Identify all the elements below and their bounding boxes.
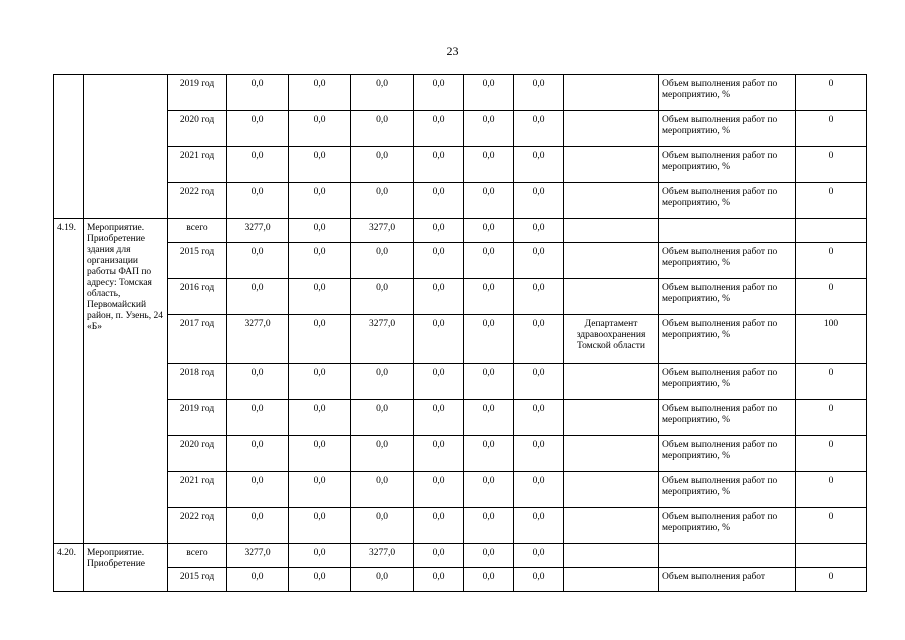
funding-c2-cell: 0,0 — [351, 364, 414, 400]
funding-c4-cell: 0,0 — [464, 147, 514, 183]
activity-number: 4.20. — [54, 544, 84, 592]
funding-c2-cell: 0,0 — [351, 436, 414, 472]
indicator-value-cell: 0 — [796, 436, 867, 472]
funding-c2-cell: 3277,0 — [351, 219, 414, 243]
indicator-value-cell — [796, 544, 867, 568]
year-cell: всего — [168, 544, 227, 568]
funding-c3-cell: 0,0 — [414, 508, 464, 544]
year-cell: 2019 год — [168, 75, 227, 111]
executor-cell — [564, 279, 659, 315]
indicator-value-cell: 0 — [796, 400, 867, 436]
indicator-cell: Объем выполнения работ по мероприятию, % — [659, 183, 796, 219]
executor-cell — [564, 508, 659, 544]
funding-c4-cell: 0,0 — [464, 544, 514, 568]
funding-c2-cell: 0,0 — [351, 279, 414, 315]
funding-total-cell: 0,0 — [227, 364, 289, 400]
funding-c1-cell: 0,0 — [289, 243, 351, 279]
executor-cell — [564, 219, 659, 243]
funding-total-cell: 0,0 — [227, 183, 289, 219]
year-cell: 2020 год — [168, 111, 227, 147]
indicator-value-cell: 0 — [796, 472, 867, 508]
funding-c2-cell: 3277,0 — [351, 315, 414, 364]
funding-c2-cell: 3277,0 — [351, 544, 414, 568]
indicator-cell: Объем выполнения работ по мероприятию, % — [659, 315, 796, 364]
funding-c1-cell: 0,0 — [289, 508, 351, 544]
funding-total-cell: 0,0 — [227, 508, 289, 544]
year-cell: 2022 год — [168, 183, 227, 219]
funding-c5-cell: 0,0 — [514, 147, 564, 183]
indicator-cell: Объем выполнения работ по мероприятию, % — [659, 400, 796, 436]
indicator-value-cell: 0 — [796, 243, 867, 279]
executor-cell — [564, 364, 659, 400]
funding-total-cell: 3277,0 — [227, 219, 289, 243]
table-row — [54, 508, 867, 544]
funding-c3-cell: 0,0 — [414, 219, 464, 243]
funding-total-cell: 3277,0 — [227, 544, 289, 568]
funding-c5-cell: 0,0 — [514, 508, 564, 544]
year-cell: 2018 год — [168, 364, 227, 400]
table-row — [54, 279, 867, 315]
executor-cell — [564, 400, 659, 436]
year-cell: 2022 год — [168, 508, 227, 544]
funding-c1-cell: 0,0 — [289, 400, 351, 436]
table-row — [54, 243, 867, 279]
executor-cell — [564, 147, 659, 183]
funding-c2-cell: 0,0 — [351, 75, 414, 111]
executor-cell — [564, 75, 659, 111]
funding-c5-cell: 0,0 — [514, 183, 564, 219]
year-cell: 2015 год — [168, 568, 227, 592]
funding-c3-cell: 0,0 — [414, 400, 464, 436]
year-cell: 2016 год — [168, 279, 227, 315]
funding-c5-cell: 0,0 — [514, 472, 564, 508]
funding-c1-cell: 0,0 — [289, 219, 351, 243]
funding-c2-cell: 0,0 — [351, 400, 414, 436]
table-row — [54, 219, 867, 243]
funding-c4-cell: 0,0 — [464, 472, 514, 508]
funding-c1-cell: 0,0 — [289, 75, 351, 111]
funding-c5-cell: 0,0 — [514, 75, 564, 111]
indicator-cell: Объем выполнения работ по мероприятию, % — [659, 436, 796, 472]
indicator-cell: Объем выполнения работ по мероприятию, % — [659, 147, 796, 183]
funding-c5-cell: 0,0 — [514, 219, 564, 243]
table-row — [54, 436, 867, 472]
indicator-cell — [659, 219, 796, 243]
executor-cell — [564, 183, 659, 219]
funding-total-cell: 0,0 — [227, 472, 289, 508]
funding-c3-cell: 0,0 — [414, 243, 464, 279]
indicator-cell: Объем выполнения работ по мероприятию, % — [659, 279, 796, 315]
funding-c4-cell: 0,0 — [464, 243, 514, 279]
table-row — [54, 315, 867, 364]
funding-c4-cell: 0,0 — [464, 111, 514, 147]
funding-c3-cell: 0,0 — [414, 436, 464, 472]
table-row — [54, 364, 867, 400]
indicator-value-cell: 0 — [796, 183, 867, 219]
indicator-cell — [659, 544, 796, 568]
indicator-value-cell: 0 — [796, 568, 867, 592]
funding-c3-cell: 0,0 — [414, 183, 464, 219]
funding-c3-cell: 0,0 — [414, 279, 464, 315]
funding-total-cell: 0,0 — [227, 111, 289, 147]
funding-total-cell: 0,0 — [227, 568, 289, 592]
table-row — [54, 183, 867, 219]
funding-c4-cell: 0,0 — [464, 315, 514, 364]
funding-c5-cell: 0,0 — [514, 400, 564, 436]
year-cell: 2021 год — [168, 147, 227, 183]
funding-c2-cell: 0,0 — [351, 508, 414, 544]
indicator-value-cell: 0 — [796, 147, 867, 183]
year-cell: всего — [168, 219, 227, 243]
funding-c4-cell: 0,0 — [464, 508, 514, 544]
activity-name: Мероприятие. Приобретение — [84, 544, 168, 592]
activity-name: Мероприятие. Приобретение здания для организации работы ФАП по адресу: Томская область, Первомайский район, п. Узень, 24 «Б» — [84, 219, 168, 544]
funding-c1-cell: 0,0 — [289, 183, 351, 219]
funding-c5-cell: 0,0 — [514, 436, 564, 472]
funding-c2-cell: 0,0 — [351, 147, 414, 183]
indicator-cell: Объем выполнения работ по мероприятию, % — [659, 111, 796, 147]
funding-c4-cell: 0,0 — [464, 400, 514, 436]
table-row — [54, 472, 867, 508]
funding-c5-cell: 0,0 — [514, 568, 564, 592]
executor-cell — [564, 568, 659, 592]
funding-c1-cell: 0,0 — [289, 436, 351, 472]
funding-c5-cell: 0,0 — [514, 364, 564, 400]
funding-c4-cell: 0,0 — [464, 75, 514, 111]
executor-cell — [564, 436, 659, 472]
funding-total-cell: 3277,0 — [227, 315, 289, 364]
funding-c2-cell: 0,0 — [351, 568, 414, 592]
activity-name — [84, 75, 168, 219]
indicator-value-cell — [796, 219, 867, 243]
funding-c3-cell: 0,0 — [414, 568, 464, 592]
indicator-cell: Объем выполнения работ по мероприятию, % — [659, 75, 796, 111]
funding-c2-cell: 0,0 — [351, 183, 414, 219]
indicator-cell: Объем выполнения работ — [659, 568, 796, 592]
funding-c1-cell: 0,0 — [289, 364, 351, 400]
executor-cell — [564, 544, 659, 568]
funding-c3-cell: 0,0 — [414, 544, 464, 568]
funding-c2-cell: 0,0 — [351, 111, 414, 147]
year-cell: 2020 год — [168, 436, 227, 472]
funding-c5-cell: 0,0 — [514, 544, 564, 568]
funding-c3-cell: 0,0 — [414, 315, 464, 364]
funding-c4-cell: 0,0 — [464, 436, 514, 472]
indicator-value-cell: 0 — [796, 75, 867, 111]
funding-c4-cell: 0,0 — [464, 364, 514, 400]
funding-c5-cell: 0,0 — [514, 279, 564, 315]
funding-c1-cell: 0,0 — [289, 111, 351, 147]
indicator-cell: Объем выполнения работ по мероприятию, % — [659, 472, 796, 508]
activity-number: 4.19. — [54, 219, 84, 544]
funding-c2-cell: 0,0 — [351, 472, 414, 508]
executor-cell — [564, 243, 659, 279]
indicator-value-cell: 100 — [796, 315, 867, 364]
funding-c3-cell: 0,0 — [414, 75, 464, 111]
year-cell: 2021 год — [168, 472, 227, 508]
funding-c1-cell: 0,0 — [289, 279, 351, 315]
funding-c3-cell: 0,0 — [414, 472, 464, 508]
indicator-value-cell: 0 — [796, 111, 867, 147]
funding-c5-cell: 0,0 — [514, 111, 564, 147]
activity-number — [54, 75, 84, 219]
indicator-value-cell: 0 — [796, 364, 867, 400]
funding-c3-cell: 0,0 — [414, 111, 464, 147]
executor-cell — [564, 111, 659, 147]
funding-total-cell: 0,0 — [227, 279, 289, 315]
funding-total-cell: 0,0 — [227, 75, 289, 111]
funding-c1-cell: 0,0 — [289, 472, 351, 508]
funding-c1-cell: 0,0 — [289, 544, 351, 568]
table-row — [54, 147, 867, 183]
funding-c1-cell: 0,0 — [289, 315, 351, 364]
table-row — [54, 400, 867, 436]
funding-total-cell: 0,0 — [227, 436, 289, 472]
indicator-value-cell: 0 — [796, 508, 867, 544]
indicator-cell: Объем выполнения работ по мероприятию, % — [659, 508, 796, 544]
executor-cell: Департамент здравоохранения Томской области — [564, 315, 659, 364]
table-row — [54, 111, 867, 147]
funding-total-cell: 0,0 — [227, 147, 289, 183]
funding-c2-cell: 0,0 — [351, 243, 414, 279]
funding-c1-cell: 0,0 — [289, 568, 351, 592]
year-cell: 2019 год — [168, 400, 227, 436]
funding-total-cell: 0,0 — [227, 243, 289, 279]
funding-c3-cell: 0,0 — [414, 364, 464, 400]
table-row — [54, 75, 867, 111]
funding-c5-cell: 0,0 — [514, 315, 564, 364]
funding-c5-cell: 0,0 — [514, 243, 564, 279]
indicator-cell: Объем выполнения работ по мероприятию, % — [659, 243, 796, 279]
funding-c4-cell: 0,0 — [464, 279, 514, 315]
indicator-value-cell: 0 — [796, 279, 867, 315]
funding-c4-cell: 0,0 — [464, 183, 514, 219]
page-number: 23 — [446, 44, 459, 58]
executor-cell — [564, 472, 659, 508]
table-row — [54, 544, 867, 568]
table-row — [54, 568, 867, 592]
funding-c4-cell: 0,0 — [464, 568, 514, 592]
year-cell: 2017 год — [168, 315, 227, 364]
funding-c3-cell: 0,0 — [414, 147, 464, 183]
year-cell: 2015 год — [168, 243, 227, 279]
program-activities-table — [53, 74, 867, 592]
funding-c4-cell: 0,0 — [464, 219, 514, 243]
funding-total-cell: 0,0 — [227, 400, 289, 436]
indicator-cell: Объем выполнения работ по мероприятию, % — [659, 364, 796, 400]
funding-c1-cell: 0,0 — [289, 147, 351, 183]
